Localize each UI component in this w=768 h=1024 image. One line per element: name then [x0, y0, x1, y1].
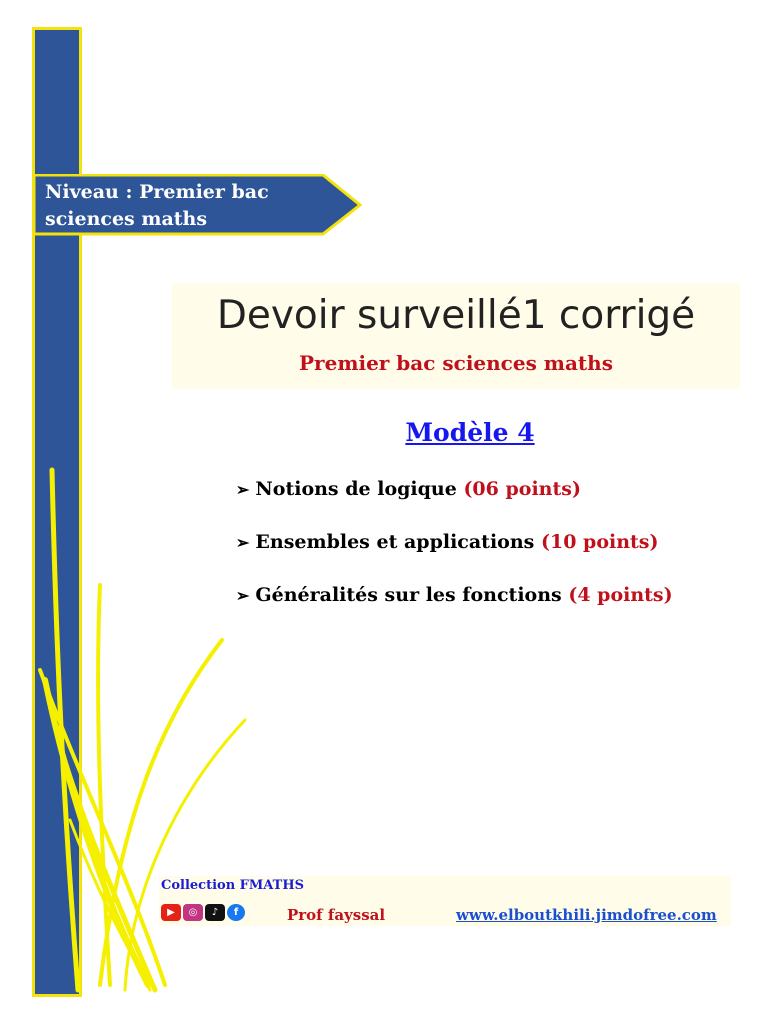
page-title: Devoir surveillé1 corrigé — [216, 293, 696, 338]
topic-name: Notions de logique — [255, 478, 457, 500]
arrow-bullet-icon: ➢ — [236, 480, 250, 499]
arrow-bullet-icon: ➢ — [236, 586, 250, 605]
level-banner-text: Niveau : Premier bac sciences maths — [45, 181, 269, 230]
topic-name: Généralités sur les fonctions — [255, 584, 562, 606]
topic-points: (06 points) — [463, 478, 581, 500]
youtube-icon[interactable]: ▶ — [161, 904, 181, 921]
collection-label: Collection FMATHS — [161, 878, 305, 893]
list-item — [236, 531, 673, 584]
title-block — [172, 283, 740, 389]
author-name: Prof fayssal — [287, 906, 386, 924]
footer — [159, 876, 731, 926]
instagram-icon[interactable]: ◎ — [183, 904, 203, 921]
topic-list — [236, 478, 673, 637]
tiktok-icon[interactable]: ♪ — [205, 904, 225, 921]
topic-name: Ensembles et applications — [255, 531, 535, 553]
social-icons — [161, 904, 245, 921]
topic-points: (10 points) — [540, 531, 659, 553]
facebook-icon[interactable]: f — [227, 904, 245, 921]
list-item — [236, 478, 673, 531]
arrow-bullet-icon: ➢ — [236, 533, 250, 552]
model-label: Modèle 4 — [405, 418, 535, 447]
page-subtitle: Premier bac sciences maths — [299, 351, 613, 375]
list-item — [236, 584, 673, 637]
website-link[interactable]: www.elboutkhili.jimdofree.com — [456, 906, 717, 924]
topic-points: (4 points) — [568, 584, 673, 606]
